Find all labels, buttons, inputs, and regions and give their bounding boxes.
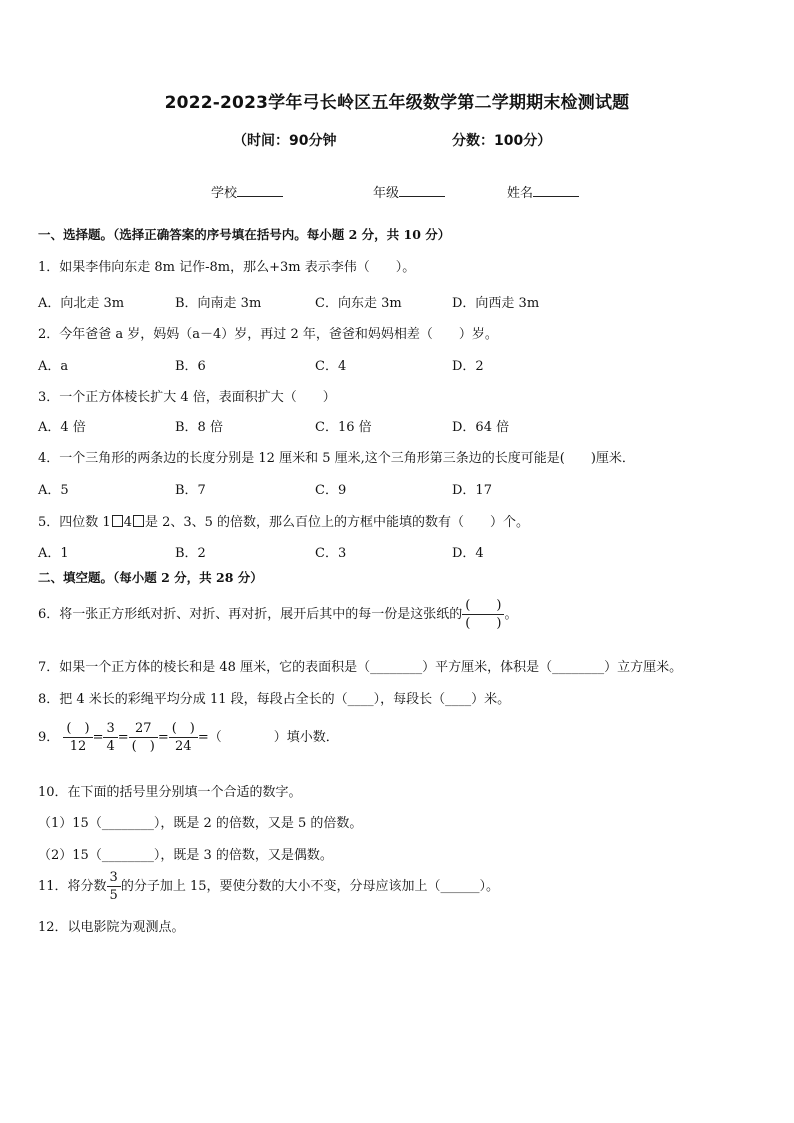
q9-f3-num: 27	[129, 720, 158, 738]
q2-option-d[interactable]: D．2	[452, 359, 484, 374]
q6-text: 6．将一张正方形纸对折、对折、再对折，展开后其中的每一份是这张纸的	[38, 607, 463, 622]
q9-fraction-3[interactable]	[129, 720, 158, 755]
ones-box[interactable]	[133, 515, 144, 527]
q11-den: 5	[109, 888, 118, 903]
school-field	[211, 182, 283, 201]
question-7: 7．如果一个正方体的棱长和是 48 厘米，它的表面积是（________）平方厘米，体积是（________）立方厘米。	[38, 660, 683, 675]
section-2-heading: 二、填空题。（每小题 2 分，共 28 分）	[38, 570, 263, 585]
q11-fraction	[107, 869, 121, 904]
q5-text-b: 4	[123, 515, 132, 530]
q9-f4-num: ( )	[169, 720, 198, 738]
q11-text-b: 的分子加上 15，要使分数的大小不变，分母应该加上（______）。	[120, 879, 500, 894]
q9-fraction-1[interactable]	[63, 720, 92, 755]
name-blank[interactable]	[533, 184, 579, 197]
q5-text-a: 5．四位数 1	[38, 515, 111, 530]
q2-option-b[interactable]: B．6	[175, 359, 206, 374]
q9-f2-den: 4	[106, 739, 115, 754]
q9-eq-2: =	[117, 730, 129, 745]
exam-title: 2022-2023学年弓长岭区五年级数学第二学期期末检测试题	[164, 93, 630, 113]
school-blank[interactable]	[237, 184, 283, 197]
q5-option-c[interactable]: C．3	[315, 546, 347, 561]
q9-tail: =（ ）填小数．	[197, 730, 339, 745]
q9-label: 9．	[38, 730, 60, 745]
question-12: 12．以电影院为观测点。	[38, 920, 185, 935]
grade-label: 年级	[373, 186, 400, 201]
q6-denominator: ( )	[465, 616, 502, 631]
q6-fraction-answer[interactable]	[462, 597, 504, 632]
q9-f2-num: 3	[103, 720, 117, 738]
q3-option-c[interactable]: C．16 倍	[315, 420, 372, 435]
q1-option-d[interactable]: D．向西走 3m	[452, 296, 540, 311]
hundreds-box[interactable]	[112, 515, 123, 527]
q11-num: 3	[107, 869, 121, 887]
q4-option-d[interactable]: D．17	[452, 483, 492, 498]
q4-option-a[interactable]: A．5	[38, 483, 69, 498]
question-9	[38, 720, 339, 755]
exam-time: （时间：90分钟	[233, 133, 337, 149]
q9-f3-den: ( )	[131, 739, 155, 754]
q1-option-a[interactable]: A．向北走 3m	[38, 296, 125, 311]
question-8: 8．把 4 米长的彩绳平均分成 11 段，每段占全长的（____），每段长（____）米。	[38, 692, 511, 707]
q11-text-a: 11．将分数	[38, 879, 107, 894]
question-3: 3．一个正方体棱长扩大 4 倍，表面积扩大（ ）	[38, 390, 336, 405]
q5-text-c: 是 2、3、5 的倍数，那么百位上的方框中能填的数有（ ）个。	[144, 515, 530, 530]
name-field	[507, 182, 579, 201]
question-5	[38, 511, 529, 530]
q9-f4-den: 24	[175, 739, 192, 754]
q1-option-c[interactable]: C．向东走 3m	[315, 296, 402, 311]
q9-eq-3: =	[157, 730, 169, 745]
q4-option-b[interactable]: B．7	[175, 483, 206, 498]
q4-option-c[interactable]: C．9	[315, 483, 347, 498]
q6-numerator: ( )	[462, 597, 504, 615]
name-label: 姓名	[507, 186, 534, 201]
q2-option-a[interactable]: A．a	[38, 359, 69, 374]
question-10: 10．在下面的括号里分别填一个合适的数字。	[38, 785, 302, 800]
q5-option-a[interactable]: A．1	[38, 546, 69, 561]
q9-fraction-4[interactable]	[169, 720, 198, 755]
q9-f1-den: 12	[69, 739, 87, 754]
question-11	[38, 869, 499, 904]
q3-option-d[interactable]: D．64 倍	[452, 420, 510, 435]
q9-eq-1: =	[92, 730, 104, 745]
question-2: 2．今年爸爸 a 岁，妈妈（a－4）岁，再过 2 年，爸爸和妈妈相差（ ）岁。	[38, 327, 498, 342]
question-1: 1．如果李伟向东走 8m 记作-8m，那么+3m 表示李伟（ ）。	[38, 260, 416, 275]
grade-blank[interactable]	[399, 184, 445, 197]
question-10-sub-2: （2）15（________），既是 3 的倍数，又是偶数。	[38, 848, 333, 863]
q9-fraction-2	[103, 720, 117, 755]
school-label: 学校	[211, 186, 238, 201]
q1-option-b[interactable]: B．向南走 3m	[175, 296, 262, 311]
q3-option-a[interactable]: A．4 倍	[38, 420, 86, 435]
section-1-heading: 一、选择题。（选择正确答案的序号填在括号内。每小题 2 分，共 10 分）	[38, 227, 451, 242]
question-6	[38, 597, 517, 632]
q2-option-c[interactable]: C．4	[315, 359, 347, 374]
q5-option-b[interactable]: B．2	[175, 546, 206, 561]
q9-f1-num: ( )	[63, 720, 92, 738]
q5-option-d[interactable]: D．4	[452, 546, 484, 561]
question-10-sub-1: （1）15（________），既是 2 的倍数，又是 5 的倍数。	[38, 816, 363, 831]
q3-option-b[interactable]: B．8 倍	[175, 420, 223, 435]
grade-field	[373, 182, 445, 201]
question-4: 4．一个三角形的两条边的长度分别是 12 厘米和 5 厘米,这个三角形第三条边的长度可能是( )厘米．	[38, 451, 635, 466]
q6-end: 。	[504, 607, 518, 622]
exam-score: 分数：100分）	[452, 133, 552, 149]
